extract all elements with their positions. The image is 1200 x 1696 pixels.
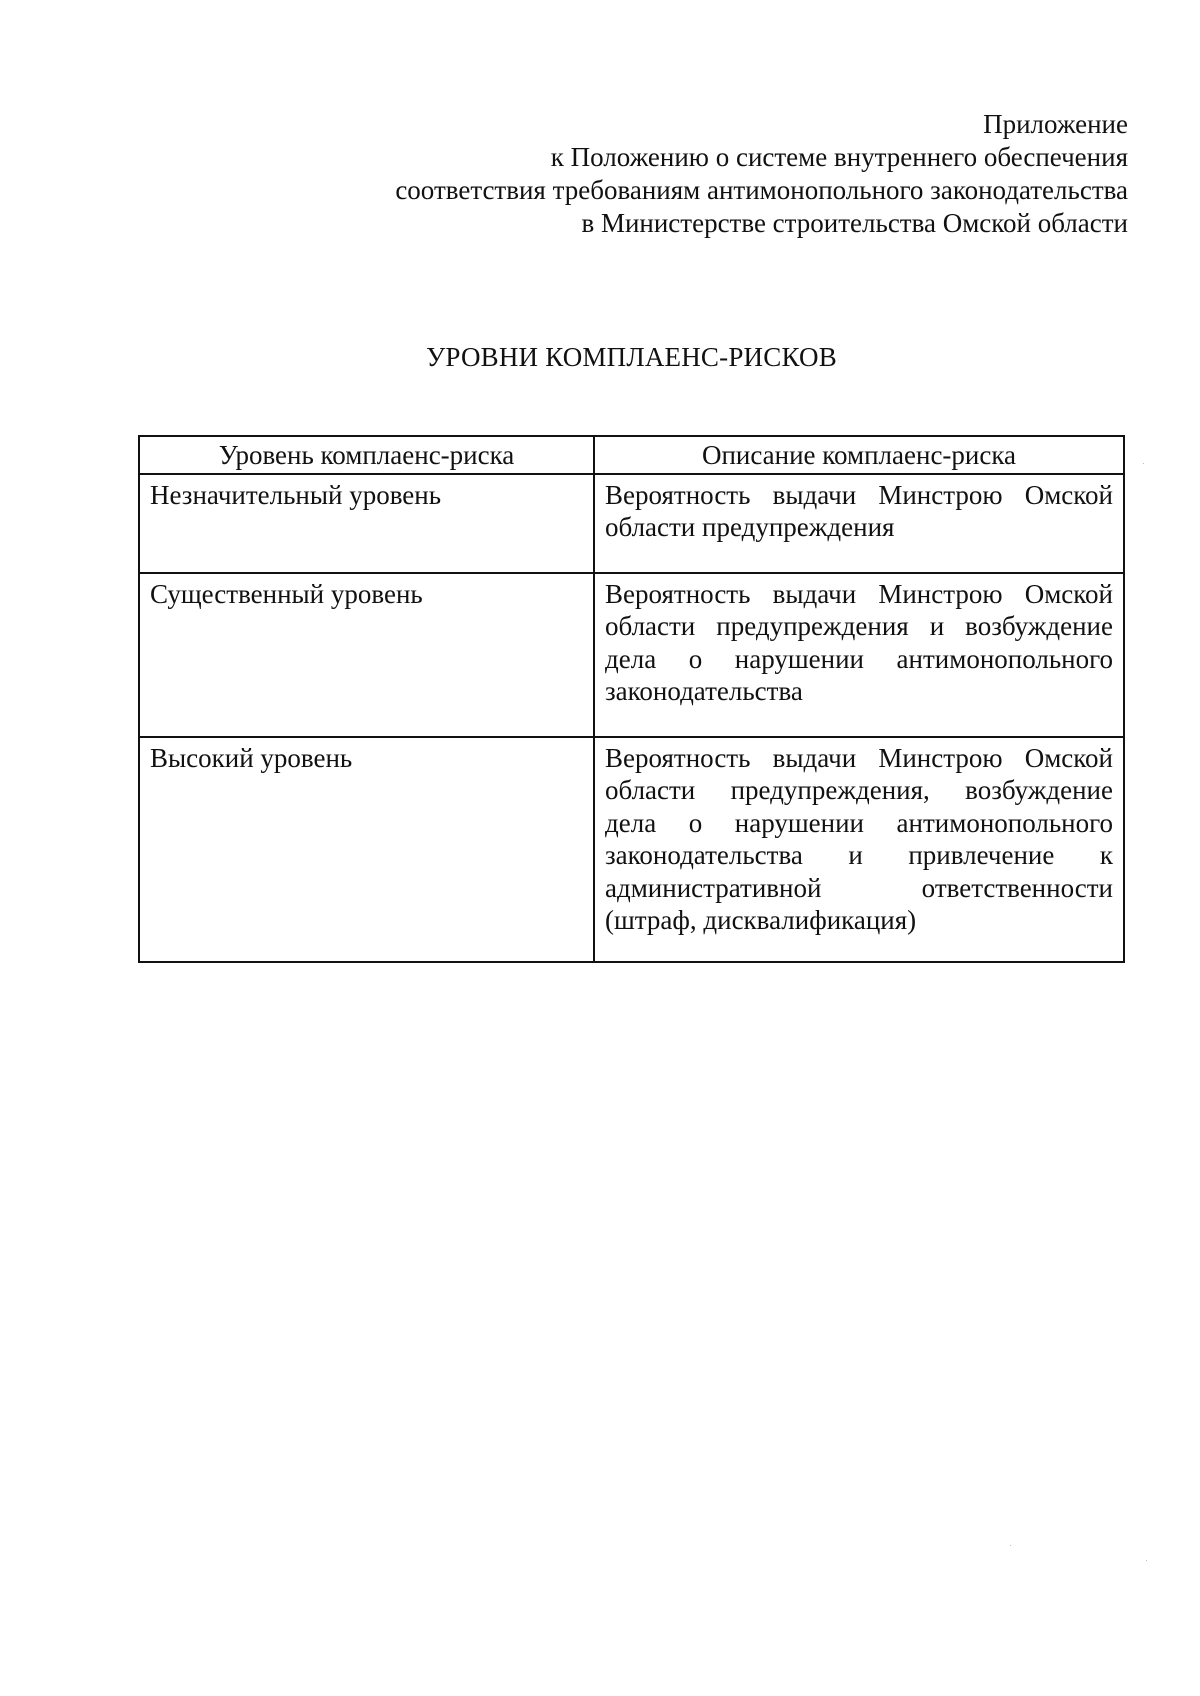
cell-description: Вероятность выдачи Минстрою Омской области предупреждения, возбуждение дела о нарушении антимонопольного законодательства и привлечение к административной ответственности (штраф, дисквалификация) bbox=[594, 737, 1124, 962]
table-header-row bbox=[139, 436, 1124, 474]
cell-description: Вероятность выдачи Минстрою Омской области предупреждения bbox=[594, 474, 1124, 573]
header-description: Описание комплаенс-риска bbox=[594, 436, 1124, 474]
appendix-line-2: к Положению о системе внутреннего обеспечения bbox=[550, 142, 1128, 172]
scan-artifact bbox=[1146, 1560, 1147, 1561]
cell-level: Высокий уровень bbox=[139, 737, 594, 962]
cell-level: Существенный уровень bbox=[139, 573, 594, 737]
cell-description: Вероятность выдачи Минстрою Омской области предупреждения и возбуждение дела о нарушении антимонопольного законодательства bbox=[594, 573, 1124, 737]
scan-artifact bbox=[1143, 463, 1144, 464]
table-row bbox=[139, 737, 1124, 962]
risk-levels-table bbox=[138, 435, 1125, 963]
document-title: УРОВНИ КОМПЛАЕНС-РИСКОВ bbox=[426, 342, 837, 372]
cell-level: Незначительный уровень bbox=[139, 474, 594, 573]
header-level: Уровень комплаенс-риска bbox=[139, 436, 594, 474]
scan-artifact bbox=[1010, 1545, 1011, 1546]
table-row bbox=[139, 474, 1124, 573]
appendix-line-4: в Министерстве строительства Омской области bbox=[581, 208, 1128, 238]
appendix-header bbox=[228, 108, 1128, 240]
appendix-line-3: соответствия требованиям антимонопольного законодательства bbox=[395, 175, 1128, 205]
appendix-line-1: Приложение bbox=[983, 109, 1128, 139]
table-row bbox=[139, 573, 1124, 737]
